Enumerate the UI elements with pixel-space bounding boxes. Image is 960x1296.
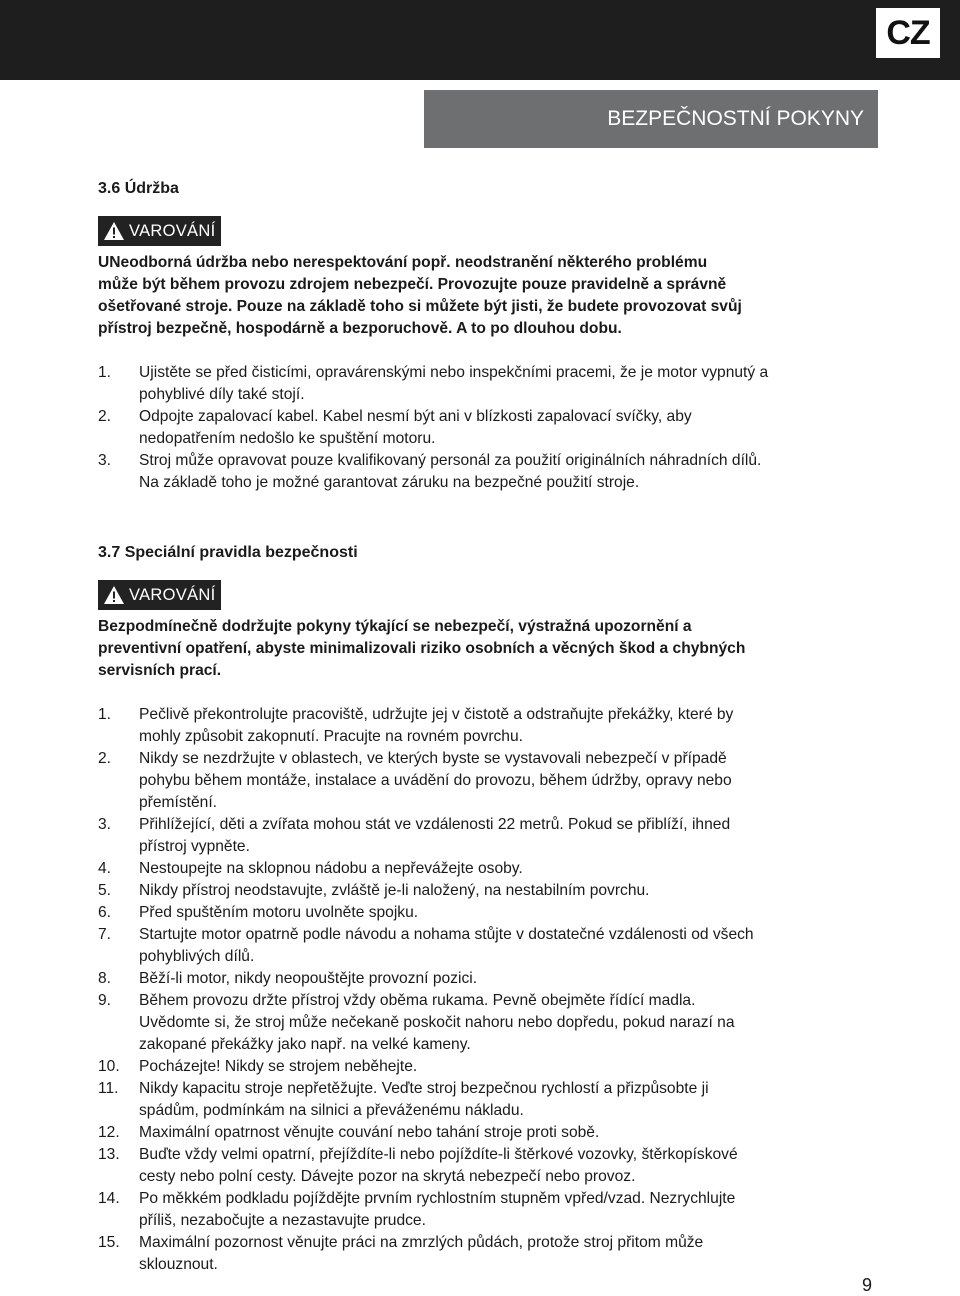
- list-item-text: [139, 1232, 888, 1276]
- text-line: Nikdy přístroj neodstavujte, zvláště je-li naložený, na nestabilním povrchu.: [139, 882, 650, 899]
- list-item-number: 3.: [98, 452, 112, 469]
- list-item-number: 1.: [98, 364, 112, 381]
- list-item: [98, 968, 888, 990]
- text-line: přemístění.: [139, 794, 217, 811]
- list-item: [98, 1078, 888, 1122]
- list-item-text: [139, 1056, 888, 1078]
- text-line: Startujte motor opatrně podle návodu a nohama stůjte v dostatečné vzdálenosti od všech: [139, 926, 754, 943]
- maintenance-list: [98, 362, 888, 494]
- text-line: ošetřované stroje. Pouze na základě toho si můžete být jisti, že budete provozovat svůj: [98, 298, 742, 315]
- section-maintenance: [98, 178, 888, 494]
- list-item-number: 8.: [98, 970, 112, 987]
- list-item-text: [139, 924, 888, 968]
- list-item: [98, 858, 888, 880]
- text-line: Maximální pozornost věnujte práci na zmrzlých půdách, protože stroj přitom může: [139, 1234, 704, 1251]
- text-line: nedopatřením nedošlo ke spuštění motoru.: [139, 430, 436, 447]
- text-line: pohyblivých dílů.: [139, 948, 255, 965]
- text-line: zakopané překážky jako např. na velké kameny.: [139, 1036, 471, 1053]
- list-item-text: [139, 450, 888, 494]
- list-item-number: 7.: [98, 926, 112, 943]
- list-item-text: [139, 1144, 888, 1188]
- list-item: [98, 450, 888, 494]
- list-item: [98, 748, 888, 814]
- list-item-number: 12.: [98, 1124, 120, 1141]
- warning-text: [98, 616, 888, 682]
- warning-triangle-icon: [103, 221, 125, 241]
- warning-triangle-icon: [103, 585, 125, 605]
- text-line: UNeodborná údržba nebo nerespektování popř. neodstranění některého problému: [98, 254, 708, 271]
- text-line: Nikdy kapacitu stroje nepřetěžujte. Veďte stroj bezpečnou rychlostí a přizpůsobte ji: [139, 1080, 709, 1097]
- warning-label: VAROVÁNÍ: [129, 222, 216, 240]
- list-item-number: 11.: [98, 1080, 119, 1097]
- list-item-text: [139, 880, 888, 902]
- section-special-rules: [98, 542, 888, 1276]
- text-line: spádům, podmínkám na silnici a převáženému nákladu.: [139, 1102, 524, 1119]
- page-content: [98, 178, 888, 1276]
- list-item: [98, 1188, 888, 1232]
- text-line: Na základě toho je možné garantovat záruku na bezpečné použití stroje.: [139, 474, 640, 491]
- list-item: [98, 814, 888, 858]
- text-line: příliš, nezabočujte a nezastavujte prudce.: [139, 1212, 426, 1229]
- text-line: Odpojte zapalovací kabel. Kabel nesmí být ani v blízkosti zapalovací svíčky, aby: [139, 408, 692, 425]
- list-item-number: 2.: [98, 750, 112, 767]
- list-item: [98, 924, 888, 968]
- list-item: [98, 1122, 888, 1144]
- list-item-number: 5.: [98, 882, 112, 899]
- list-item-text: [139, 1122, 888, 1144]
- warning-text: [98, 252, 888, 340]
- warning-badge: [98, 216, 221, 246]
- list-item: [98, 880, 888, 902]
- text-line: cesty nebo polní cesty. Dávejte pozor na skrytá nebezpečí nebo provoz.: [139, 1168, 636, 1185]
- text-line: mohly způsobit zakopnutí. Pracujte na rovném povrchu.: [139, 728, 523, 745]
- list-item-text: [139, 858, 888, 880]
- list-item-number: 13.: [98, 1146, 120, 1163]
- list-item-text: [139, 1078, 888, 1122]
- text-line: Po měkkém podkladu pojíždějte prvním rychlostním stupněm vpřed/vzad. Nezrychlujte: [139, 1190, 736, 1207]
- list-item-text: [139, 362, 888, 406]
- list-item-number: 9.: [98, 992, 112, 1009]
- page-number: 9: [862, 1275, 873, 1295]
- text-line: Maximální opatrnost věnujte couvání nebo tahání stroje proti sobě.: [139, 1124, 600, 1141]
- list-item-number: 2.: [98, 408, 112, 425]
- text-line: Stroj může opravovat pouze kvalifikovaný personál za použití originálních náhradních dílů.: [139, 452, 762, 469]
- list-item: [98, 362, 888, 406]
- list-item: [98, 1056, 888, 1078]
- text-line: přístroj bezpečně, hospodárně a bezporuchově. A to po dlouhou dobu.: [98, 320, 622, 337]
- language-code: CZ: [876, 8, 940, 58]
- text-line: Bezpodmínečně dodržujte pokyny týkající se nebezpečí, výstražná upozornění a: [98, 618, 692, 635]
- list-item-number: 1.: [98, 706, 112, 723]
- text-line: pohyblivé díly také stojí.: [139, 386, 305, 403]
- list-item: [98, 902, 888, 924]
- text-line: Přihlížející, děti a zvířata mohou stát ve vzdálenosti 22 metrů. Pokud se přiblíží, ihned: [139, 816, 731, 833]
- list-item-number: 4.: [98, 860, 112, 877]
- text-line: Pocházejte! Nikdy se strojem neběhejte.: [139, 1058, 418, 1075]
- text-line: Nikdy se nezdržujte v oblastech, ve kterých byste se vystavovali nebezpečí v případě: [139, 750, 727, 767]
- list-item-text: [139, 748, 888, 814]
- section-heading: 3.7 Speciální pravidla bezpečnosti: [98, 544, 358, 561]
- list-item-number: 3.: [98, 816, 112, 833]
- list-item: [98, 704, 888, 748]
- list-item-text: [139, 704, 888, 748]
- list-item: [98, 406, 888, 450]
- text-line: Pečlivě překontrolujte pracoviště, udržujte jej v čistotě a odstraňujte překážky, které by: [139, 706, 734, 723]
- list-item-text: [139, 902, 888, 924]
- text-line: přístroj vypněte.: [139, 838, 250, 855]
- section-title-banner: BEZPEČNOSTNÍ POKYNY: [424, 90, 878, 148]
- list-item-text: [139, 814, 888, 858]
- list-item-number: 15.: [98, 1234, 120, 1251]
- list-item-number: 6.: [98, 904, 112, 921]
- section-heading: 3.6 Údržba: [98, 180, 179, 197]
- safety-rules-list: [98, 704, 888, 1276]
- text-line: preventivní opatření, abyste minimalizovali riziko osobních a věcných škod a chybných: [98, 640, 746, 657]
- list-item: [98, 990, 888, 1056]
- text-line: Běží-li motor, nikdy neopouštějte provozní pozici.: [139, 970, 478, 987]
- warning-badge: [98, 580, 221, 610]
- text-line: může být během provozu zdrojem nebezpečí. Provozujte pouze pravidelně a správně: [98, 276, 727, 293]
- list-item-number: 14.: [98, 1190, 120, 1207]
- text-line: Během provozu držte přístroj vždy oběma rukama. Pevně obejměte řídící madla.: [139, 992, 696, 1009]
- text-line: sklouznout.: [139, 1256, 218, 1273]
- list-item-text: [139, 990, 888, 1056]
- list-item-text: [139, 968, 888, 990]
- text-line: servisních prací.: [98, 662, 222, 679]
- text-line: Ujistěte se před čisticími, opravárenskými nebo inspekčními pracemi, že je motor vypnutý a: [139, 364, 769, 381]
- list-item-number: 10.: [98, 1058, 120, 1075]
- text-line: Před spuštěním motoru uvolněte spojku.: [139, 904, 419, 921]
- text-line: pohybu během montáže, instalace a uvádění do provozu, během údržby, opravy nebo: [139, 772, 732, 789]
- text-line: Uvědomte si, že stroj může nečekaně poskočit nahoru nebo dopředu, pokud narazí na: [139, 1014, 735, 1031]
- list-item-text: [139, 406, 888, 450]
- list-item: [98, 1232, 888, 1276]
- list-item-text: [139, 1188, 888, 1232]
- list-item: [98, 1144, 888, 1188]
- text-line: Nestoupejte na sklopnou nádobu a nepřevážejte osoby.: [139, 860, 523, 877]
- top-bar: [0, 0, 960, 80]
- warning-label: VAROVÁNÍ: [129, 586, 216, 604]
- text-line: Buďte vždy velmi opatrní, přejíždíte-li nebo pojíždíte-li štěrkové vozovky, štěrkopískové: [139, 1146, 738, 1163]
